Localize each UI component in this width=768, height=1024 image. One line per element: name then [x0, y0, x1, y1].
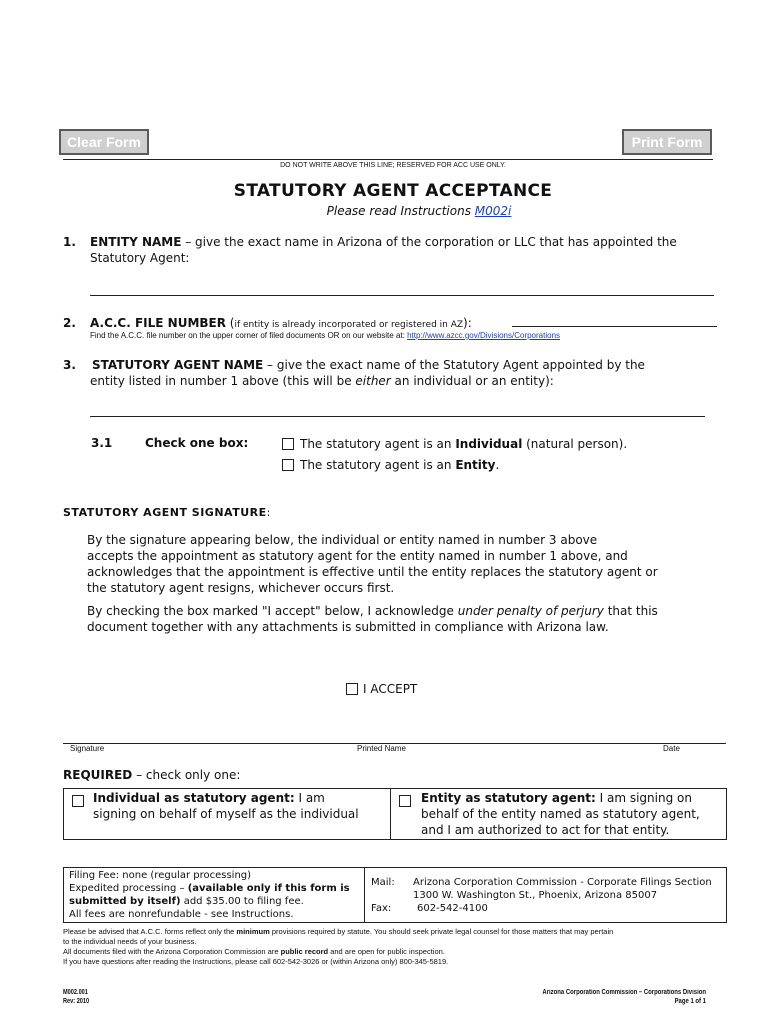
section2-paren-close: ):	[463, 316, 472, 330]
individual-required-l1	[93, 790, 325, 806]
printed-name-label: Printed Name	[357, 744, 406, 753]
file-number-field[interactable]	[512, 326, 717, 327]
right-bold: Entity as statutory agent:	[421, 791, 596, 805]
section2-number: 2.	[63, 316, 76, 330]
section2-find	[90, 331, 560, 341]
opt1-c: (natural person).	[522, 437, 628, 451]
date-label: Date	[663, 744, 680, 753]
left-a: I am	[294, 791, 325, 805]
section1-text	[90, 234, 730, 250]
clear-form-button[interactable]: Clear Form	[59, 129, 149, 155]
fees-line3-a: submitted by itself)	[69, 896, 181, 907]
fees-info	[69, 869, 350, 921]
signature-para1-l3: acknowledges that the appointment is effective until the entity replaces the statutory agent or	[87, 565, 658, 579]
signature-para1-l2: accepts the appointment as statutory agent for the entity named in number 1 above, and	[87, 549, 628, 563]
disc1-c: provisions required by statute. You should seek private legal counsel for those matters that may pertain	[269, 927, 614, 936]
mail-label: Mail:	[371, 877, 395, 888]
disc1-b: minimum	[236, 927, 270, 936]
opt2-c: .	[495, 458, 500, 472]
reserved-notice: DO NOT WRITE ABOVE THIS LINE; RESERVED FOR ACC USE ONLY.	[280, 162, 506, 169]
section3-desc: – give the exact name of the Statutory Agent appointed by the	[263, 358, 645, 372]
right-a: I am signing on	[595, 791, 692, 805]
para2-a: By checking the box marked "I accept" below, I acknowledge	[87, 604, 458, 618]
section3-1-number: 3.1	[91, 436, 113, 450]
signature-para1-l1: By the signature appearing below, the individual or entity named in number 3 above	[87, 533, 598, 547]
signature-heading-colon: :	[266, 506, 271, 519]
acc-website-link[interactable]: http://www.azcc.gov/Divisions/Corporations	[407, 331, 561, 340]
section2-label: A.C.C. FILE NUMBER	[90, 316, 226, 330]
section1-desc: – give the exact name in Arizona of the corporation or LLC that has appointed the	[181, 235, 677, 249]
individual-agent-checkbox[interactable]	[282, 438, 294, 450]
disc3-c: and are open for public inspection.	[328, 947, 445, 956]
fees-divider	[364, 867, 365, 923]
instructions-link[interactable]: M002i	[474, 204, 512, 218]
opt2-a: The statutory agent is an	[300, 458, 456, 472]
signature-para2-l1	[87, 603, 658, 619]
opt2-b: Entity	[455, 458, 496, 472]
section3-desc2	[90, 373, 554, 389]
mail-line1: Arizona Corporation Commission - Corporate Filings Section	[413, 877, 712, 888]
opt1-a: The statutory agent is an	[300, 437, 456, 451]
section3-number: 3.	[63, 358, 76, 372]
signature-heading	[63, 505, 271, 520]
section3-desc2-em: either	[355, 374, 391, 388]
signature-para1-l4: the statutory agent resigns, whichever occurs first.	[87, 581, 395, 595]
fees-line2	[69, 882, 350, 895]
fees-line2-b: (available only if this form is	[187, 883, 350, 894]
signature-para2-l2: document together with any attachments is submitted in compliance with Arizona law.	[87, 620, 609, 634]
footer-org	[536, 988, 706, 1006]
required-text: – check only one:	[132, 768, 241, 782]
disclaimer-l1	[63, 927, 613, 937]
fees-line3	[69, 895, 350, 908]
entity-required-l1	[421, 790, 692, 806]
fees-line4: All fees are nonrefundable - see Instructions.	[69, 909, 294, 920]
footer-org-name: Arizona Corporation Commission – Corporations Division	[542, 989, 706, 996]
page-title: STATUTORY AGENT ACCEPTANCE	[233, 181, 553, 201]
fax-label: Fax:	[371, 903, 392, 914]
page-number: Page 1 of 1	[674, 998, 706, 1005]
reserved-line	[63, 159, 713, 160]
left-bold: Individual as statutory agent:	[93, 791, 295, 805]
section3-desc2-a: entity listed in number 1 above (this will be	[90, 374, 356, 388]
entity-required-l2: behalf of the entity named as statutory agent,	[421, 807, 700, 821]
instructions-line	[0, 203, 768, 219]
entity-name-field[interactable]	[90, 295, 714, 296]
para2-em: under penalty of perjury	[457, 604, 604, 618]
para2-b: that this	[603, 604, 658, 618]
individual-required-l2: signing on behalf of myself as the individual	[93, 807, 359, 821]
entity-agent-option	[300, 457, 499, 473]
section1-number: 1.	[63, 235, 76, 249]
disc3-a: All documents filed with the Arizona Corporation Commission are	[63, 947, 281, 956]
section2-paren-open: (	[225, 316, 235, 330]
disclaimer-l3	[63, 947, 613, 957]
form-revision: Rev: 2010	[63, 998, 90, 1005]
section2-note: if entity is already incorporated or registered in AZ	[234, 320, 464, 330]
print-form-button[interactable]: Print Form	[622, 129, 712, 155]
section3-text	[92, 357, 645, 373]
i-accept-checkbox[interactable]	[346, 683, 358, 695]
entity-required-checkbox[interactable]	[399, 795, 411, 807]
form-id	[63, 988, 89, 1006]
signature-label: Signature	[70, 744, 105, 753]
form-number: M002.001	[63, 989, 88, 996]
individual-agent-option	[300, 436, 627, 452]
section1-label: ENTITY NAME	[90, 235, 182, 249]
fax-number: 602-542-4100	[417, 903, 488, 914]
fees-line1: Filing Fee: none (regular processing)	[69, 870, 252, 881]
instructions-prefix: Please read Instructions	[326, 204, 475, 218]
section2-find-text: Find the A.C.C. file number on the upper corner of filed documents OR on our website at:	[90, 331, 408, 340]
disclaimer-l2: to the individual needs of your business.	[63, 937, 197, 946]
required-label: REQUIRED	[63, 768, 133, 782]
i-accept-label: I ACCEPT	[363, 682, 418, 696]
required-heading	[63, 767, 240, 783]
section3-label: STATUTORY AGENT NAME	[92, 358, 264, 372]
fees-line3-b: add $35.00 to filing fee.	[180, 896, 304, 907]
section3-1-label: Check one box:	[145, 436, 249, 450]
disc1-a: Please be advised that A.C.C. forms reflect only the	[63, 927, 237, 936]
disclaimer	[63, 927, 613, 967]
disclaimer-l4: If you have questions after reading the Instructions, please call 602-542-3026 or (within Arizona only) 800-345-5819.	[63, 957, 449, 966]
mail-address	[413, 876, 712, 902]
opt1-b: Individual	[455, 437, 523, 451]
required-divider	[390, 788, 391, 840]
section3-desc2-b: an individual or an entity):	[390, 374, 554, 388]
entity-required-l3: and I am authorized to act for that entity.	[421, 823, 670, 837]
entity-agent-checkbox[interactable]	[282, 459, 294, 471]
individual-required-checkbox[interactable]	[72, 795, 84, 807]
fees-line2-a: Expedited processing –	[69, 883, 188, 894]
agent-name-field[interactable]	[90, 416, 705, 417]
signature-heading-label: STATUTORY AGENT SIGNATURE	[63, 506, 267, 519]
disc3-b: public record	[280, 947, 329, 956]
section1-desc2: Statutory Agent:	[90, 251, 190, 265]
mail-line2: 1300 W. Washington St., Phoenix, Arizona 85007	[413, 890, 658, 901]
